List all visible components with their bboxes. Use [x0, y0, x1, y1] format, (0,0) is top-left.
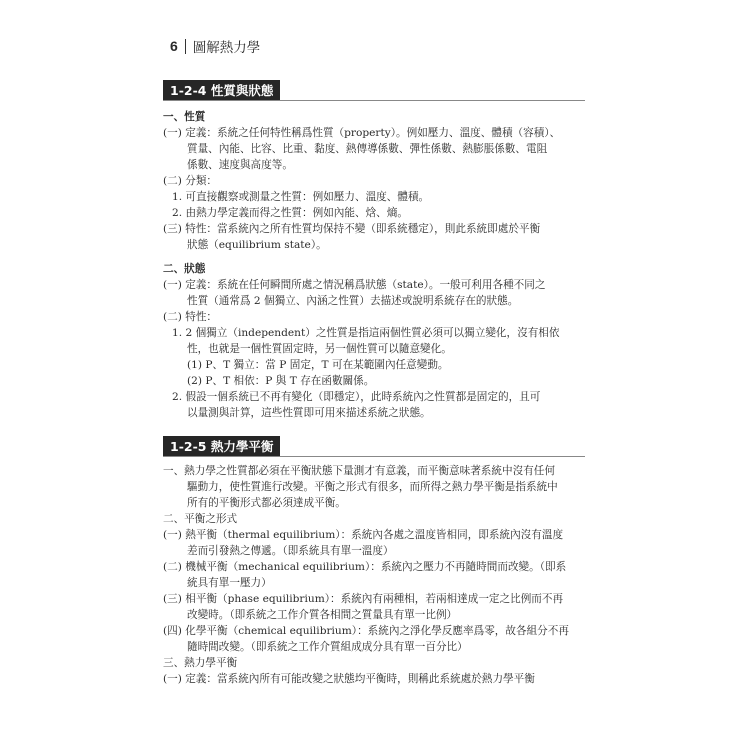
paragraph-line: (一) 定義：系統之任何特性稱爲性質（property）。例如壓力、溫度、體積（容積）、: [163, 127, 561, 139]
paragraph-line: (一) 定義：當系統內所有可能改變之狀態均平衡時，則稱此系統處於熱力學平衡: [163, 673, 535, 685]
header-divider: [185, 39, 186, 54]
paragraph-line: 以量測與計算，這些性質即可用來描述系統之狀態。: [187, 407, 431, 419]
paragraph-line: (一) 熱平衡（thermal equilibrium）：系統內各處之溫度皆相同，即系統內沒有溫度: [163, 529, 564, 541]
section-rule: [163, 456, 585, 457]
paragraph-line: 隨時間改變。（即系統之工作介質組成成分具有單一百分比）: [187, 641, 468, 653]
list-subitem: (1) P、T 獨立：當 P 固定，T 可在某範圍內任意變動。: [187, 359, 449, 371]
heading-properties: 一、性質: [163, 111, 206, 123]
list-item: 1. 可直接觀察或測量之性質：例如壓力、溫度、體積。: [172, 191, 430, 203]
heading-state: 二、狀態: [163, 263, 206, 275]
paragraph-line: 狀態（equilibrium state）。: [187, 239, 327, 251]
list-item: 2. 假設一個系統已不再有變化（即穩定），此時系統內之性質都是固定的，且可: [172, 391, 541, 403]
paragraph-line: 驅動力，使性質進行改變。平衡之形式有很多，而所得之熱力學平衡是指系統中: [187, 481, 558, 493]
section-heading-1-2-4: 1-2-4 性質與狀態: [163, 80, 280, 101]
running-header: [170, 36, 260, 56]
paragraph-line: (一) 定義：系統在任何瞬間所處之情況稱爲狀態（state）。一般可利用各種不同之: [163, 279, 546, 291]
paragraph-line: 差而引發熱之傳遞。（即系統具有單一溫度）: [187, 545, 394, 557]
paragraph-line: (二) 機械平衡（mechanical equilibrium）：系統內之壓力不再隨時間而改變。（即系: [163, 561, 567, 573]
paragraph-line: 性質（通常爲 2 個獨立、內涵之性質）去描述或說明系統存在的狀態。: [187, 295, 519, 307]
section-heading-1-2-5: 1-2-5 熱力學平衡: [163, 436, 280, 457]
book-title: 圖解熱力學: [192, 40, 261, 56]
list-item: 2. 由熱力學定義而得之性質：例如內能、焓、熵。: [172, 207, 408, 219]
paragraph-line: 統具有單一壓力）: [187, 577, 272, 589]
paragraph-line: 一、熱力學之性質都必須在平衡狀態下量測才有意義，而平衡意味著系統中沒有任何: [163, 465, 555, 477]
list-item: 1. 2 個獨立（independent）之性質是指這兩個性質必須可以獨立變化，沒有相依: [172, 327, 560, 339]
paragraph-line: 係數、速度與高度等。: [187, 159, 293, 171]
paragraph-line: (二) 分類：: [163, 175, 218, 187]
page-number: 6: [170, 38, 178, 54]
paragraph-line: (三) 相平衡（phase equilibrium）：系統內有兩種相，若兩相達成一定之比例而不再: [163, 593, 564, 605]
section-rule: [163, 100, 585, 101]
paragraph-line: 性，也就是一個性質固定時，另一個性質可以隨意變化。: [187, 343, 452, 355]
paragraph-line: (二) 特性：: [163, 311, 218, 323]
paragraph-line: (三) 特性：當系統內之所有性質均保持不變（即系統穩定），則此系統即處於平衡: [163, 223, 541, 235]
list-subitem: (2) P、T 相依：P 與 T 存在函數關係。: [187, 375, 375, 387]
paragraph-line: 改變時。（即系統之工作介質各相間之質量具有單一比例）: [187, 609, 458, 621]
paragraph-line: 所有的平衡形式都必須達成平衡。: [187, 497, 346, 509]
paragraph-line: (四) 化學平衡（chemical equilibrium）：系統內之淨化學反應率爲零，故各組分不再: [163, 625, 569, 637]
heading-equilibrium-forms: 二、平衡之形式: [163, 513, 238, 525]
heading-thermo-equilibrium: 三、熱力學平衡: [163, 657, 238, 669]
paragraph-line: 質量、內能、比容、比重、黏度、熱傳導係數、彈性係數、熱膨脹係數、電阻: [187, 143, 548, 155]
